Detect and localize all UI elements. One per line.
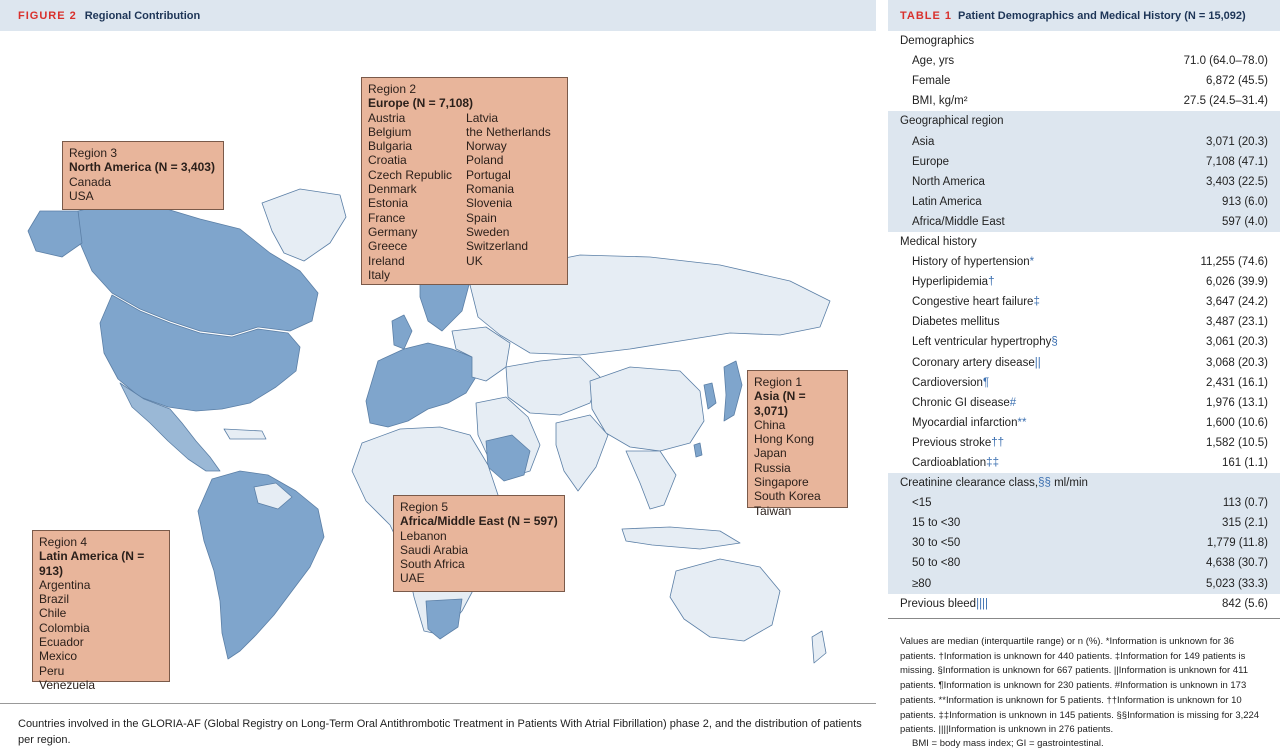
footnote-marker: ||	[1034, 356, 1041, 369]
row-value: 2,431 (16.1)	[1205, 376, 1268, 389]
row-label	[912, 517, 1160, 529]
caribbean-shape	[224, 429, 266, 439]
row-value: 597 (4.0)	[1221, 215, 1268, 228]
row-value: 3,071 (20.3)	[1205, 135, 1268, 148]
row-label	[912, 537, 1160, 549]
row-value: 5,023 (33.3)	[1205, 577, 1268, 590]
southeast-asia-shape	[626, 451, 676, 509]
country-item: Russia	[754, 460, 791, 475]
row-value: 1,976 (13.1)	[1205, 396, 1268, 409]
row-label-text: Female	[912, 75, 951, 88]
row-label	[912, 176, 1160, 188]
table-row	[888, 131, 1280, 151]
row-value: 842 (5.6)	[1221, 597, 1268, 610]
section-heading-suffix: ml/min	[1050, 477, 1088, 490]
table-footnotes: Values are median (interquartile range) or n (%). *Information is unknown for 36 patients. †Information is unknown for 440 patients. ‡Information for 149 patients is missing. §Information is unknown for 667 patients. ||Information is unknown for 411 patients. ¶Information is unknown for 230 patients. #Information is unknown in 173 patients. **Information is unknown for 5 patients. ††Information is unknown for 10 patients. ‡‡Information is unknown in 145 patients. §§Information is missing for 3,224 patients. ||||Information is unknown in 276 patients.	[900, 636, 1260, 736]
row-label-text: Cardioversion	[912, 376, 983, 389]
row-value: 7,108 (47.1)	[1205, 155, 1268, 168]
india-shape	[556, 415, 608, 491]
row-value: 6,872 (45.5)	[1205, 75, 1268, 88]
row-label-text: Diabetes mellitus	[912, 316, 1000, 329]
country-item: Saudi Arabia	[400, 542, 469, 557]
region-1-summary: Asia (N = 3,071)	[754, 389, 806, 418]
uk-ireland-shape	[392, 315, 412, 349]
country-item: Peru	[39, 663, 65, 678]
country-item: Latvia	[466, 110, 499, 125]
table-header	[888, 0, 1280, 31]
alaska-shape	[28, 211, 82, 257]
korea-shape	[704, 383, 716, 409]
country-item: Singapore	[754, 475, 809, 490]
country-item: UK	[466, 253, 483, 268]
country-item: Sweden	[466, 224, 510, 239]
table-row	[888, 493, 1280, 513]
region-4-name: Region 4	[39, 535, 88, 549]
table-row	[888, 553, 1280, 573]
country-item: Chile	[39, 606, 67, 621]
row-label	[912, 357, 1160, 369]
section-heading-label	[900, 236, 1280, 248]
country-item: South Korea	[754, 489, 821, 504]
figure-header	[0, 0, 876, 31]
table-row	[888, 413, 1280, 433]
table-body	[888, 31, 1280, 614]
footnote-marker: ††	[991, 436, 1005, 449]
table-row	[888, 594, 1280, 614]
section-heading-label	[900, 115, 1280, 127]
country-item: Lebanon	[400, 528, 447, 543]
row-label-text: Myocardial infarction	[912, 416, 1018, 429]
row-value: 913 (6.0)	[1221, 195, 1268, 208]
country-item: Portugal	[466, 167, 511, 182]
row-label	[912, 557, 1160, 569]
table-row	[888, 453, 1280, 473]
region-2-summary: Europe (N = 7,108)	[368, 96, 474, 111]
row-label	[912, 497, 1160, 509]
row-value: 161 (1.1)	[1221, 457, 1268, 470]
row-label-text: Previous stroke	[912, 436, 992, 449]
region-3-countries	[69, 175, 217, 204]
region-1-name: Region 1	[754, 375, 803, 389]
row-value: 1,779 (11.8)	[1206, 537, 1268, 550]
row-label	[912, 578, 1160, 590]
table-row	[888, 91, 1280, 111]
row-label-text: 30 to <50	[912, 537, 961, 550]
row-label-text: North America	[912, 175, 985, 188]
row-label	[912, 336, 1160, 348]
region-3-callout	[62, 141, 224, 210]
section-heading-text: Demographics	[900, 35, 975, 48]
japan-shape	[724, 361, 742, 421]
australia-shape	[670, 559, 780, 641]
table-row	[888, 332, 1280, 352]
row-label	[912, 196, 1160, 208]
country-item: UAE	[400, 571, 425, 586]
row-label	[912, 75, 1160, 87]
region-5-countries	[400, 529, 558, 586]
row-label-text: Asia	[912, 135, 935, 148]
row-value: 3,061 (20.3)	[1205, 336, 1268, 349]
region-4-summary: Latin America (N = 913)	[39, 549, 145, 578]
table-label: TABLE 1	[900, 9, 953, 22]
table-section-heading	[888, 31, 1280, 51]
greenland-shape	[262, 189, 346, 261]
country-item: Poland	[466, 153, 504, 168]
section-heading-label	[900, 35, 1280, 47]
table-row	[888, 312, 1280, 332]
figure-divider	[0, 703, 876, 704]
country-item: Colombia	[39, 620, 90, 635]
country-item: Greece	[368, 239, 408, 254]
footnote-marker: §	[1051, 336, 1058, 349]
row-label	[912, 457, 1160, 469]
table-section-heading	[888, 232, 1280, 252]
row-label	[912, 417, 1160, 429]
country-item: Estonia	[368, 196, 409, 211]
country-item: Switzerland	[466, 239, 529, 254]
table-row	[888, 172, 1280, 192]
row-label-text: Left ventricular hypertrophy	[912, 336, 1052, 349]
region-2-countries-col1	[368, 111, 452, 283]
region-5-callout	[393, 495, 565, 592]
row-label-text: Africa/Middle East	[912, 215, 1005, 228]
table-row	[888, 533, 1280, 553]
row-label-text: Latin America	[912, 195, 982, 208]
row-value: 1,600 (10.6)	[1205, 416, 1268, 429]
footnote-marker: ‡‡	[986, 457, 999, 470]
table-row	[888, 353, 1280, 373]
region-1-callout	[747, 370, 848, 518]
row-label-text: Age, yrs	[912, 55, 955, 68]
new-zealand-shape	[812, 631, 826, 663]
country-item: Argentina	[39, 577, 91, 592]
row-label-text: Chronic GI disease	[912, 396, 1010, 409]
country-item: Mexico	[39, 649, 78, 664]
section-heading-label	[900, 477, 1280, 489]
region-2-callout	[361, 77, 568, 285]
table-row	[888, 51, 1280, 71]
table-row	[888, 212, 1280, 232]
footnote-marker: **	[1017, 416, 1027, 429]
country-item: Brazil	[39, 592, 70, 607]
taiwan-hongkong-shape	[694, 443, 702, 457]
row-label-text: Europe	[912, 155, 950, 168]
region-5-name: Region 5	[400, 500, 449, 514]
region-4-countries	[39, 578, 163, 692]
table-row	[888, 292, 1280, 312]
row-label-text: <15	[912, 497, 932, 510]
row-label-text: 50 to <80	[912, 557, 961, 570]
region-4-callout	[32, 530, 170, 692]
table-row	[888, 152, 1280, 172]
figure-title: Regional Contribution	[84, 9, 201, 22]
central-asia-shape	[506, 357, 600, 415]
row-value: 1,582 (10.5)	[1205, 436, 1268, 449]
country-item: South Africa	[400, 557, 465, 572]
country-item: Slovenia	[466, 196, 513, 211]
footnote-marker: #	[1009, 396, 1017, 409]
row-label	[912, 397, 1160, 409]
country-item: Denmark	[368, 182, 417, 197]
region-2-countries-col2	[466, 111, 551, 283]
row-value: 27.5 (24.5–31.4)	[1183, 95, 1268, 108]
row-label-text: Cardioablation	[912, 457, 987, 470]
row-label	[912, 95, 1160, 107]
table-section-heading	[888, 111, 1280, 131]
country-item: Belgium	[368, 124, 412, 139]
table-row	[888, 433, 1280, 453]
country-item: Czech Republic	[368, 167, 453, 182]
country-item: Japan	[754, 446, 787, 461]
country-item: China	[754, 417, 786, 432]
row-value: 3,403 (22.5)	[1205, 175, 1268, 188]
table-section-heading	[888, 473, 1280, 493]
row-value: 4,638 (30.7)	[1205, 557, 1268, 570]
row-label	[912, 377, 1160, 389]
footnote-marker: §§	[1038, 477, 1051, 490]
row-label	[912, 136, 1160, 148]
country-item: Romania	[466, 182, 515, 197]
region-3-name: Region 3	[69, 146, 118, 160]
row-value: 11,255 (74.6)	[1200, 256, 1268, 269]
country-item: Croatia	[368, 153, 407, 168]
table-title: Patient Demographics and Medical History (N = 15,092)	[958, 9, 1246, 22]
country-item: the Netherlands	[466, 124, 551, 139]
country-item: Italy	[368, 267, 391, 282]
footnote-marker: ‡	[1033, 296, 1040, 309]
row-value: 3,068 (20.3)	[1205, 356, 1268, 369]
country-item: Norway	[466, 139, 507, 154]
section-heading-text: Geographical region	[900, 115, 1004, 128]
country-item: Venezuela	[39, 677, 96, 692]
table-abbreviations: BMI = body mass index; GI = gastrointestinal.	[912, 738, 1104, 749]
row-value: 71.0 (64.0–78.0)	[1183, 55, 1268, 68]
table-row	[888, 393, 1280, 413]
row-label	[912, 296, 1160, 308]
section-heading-text: Medical history	[900, 235, 977, 248]
country-item: Germany	[368, 224, 418, 239]
table-panel	[888, 0, 1280, 752]
row-label-text: 15 to <30	[912, 517, 961, 530]
table-row	[888, 272, 1280, 292]
indonesia-shape	[622, 527, 740, 549]
footnote-marker: ¶	[982, 376, 990, 389]
country-item: Bulgaria	[368, 139, 413, 154]
footnote-marker: †	[988, 276, 995, 289]
world-map	[0, 31, 876, 703]
country-item: Spain	[466, 210, 497, 225]
row-label	[912, 316, 1160, 328]
row-label	[912, 437, 1160, 449]
country-item: Ecuador	[39, 635, 84, 650]
row-label	[912, 216, 1160, 228]
country-item: Austria	[368, 110, 406, 125]
region-2-name: Region 2	[368, 82, 417, 96]
table-row	[888, 192, 1280, 212]
row-label-text: Previous bleed	[900, 597, 977, 610]
table-row	[888, 252, 1280, 272]
row-label	[912, 256, 1160, 268]
region-5-summary: Africa/Middle East (N = 597)	[400, 514, 558, 529]
country-item: Canada	[69, 174, 112, 189]
row-label-text: ≥80	[912, 577, 932, 590]
figure-label: FIGURE 2	[18, 9, 77, 22]
row-value: 3,647 (24.2)	[1205, 296, 1268, 309]
table-row	[888, 373, 1280, 393]
row-value: 6,026 (39.9)	[1205, 276, 1268, 289]
country-item: France	[368, 210, 406, 225]
table-row	[888, 574, 1280, 594]
country-item: Ireland	[368, 253, 405, 268]
row-label-text: Coronary artery disease	[912, 356, 1035, 369]
footnote-marker: ||||	[976, 597, 989, 610]
table-row	[888, 71, 1280, 91]
row-label	[900, 598, 1160, 610]
section-heading-text: Creatinine clearance class,	[900, 477, 1039, 490]
row-label	[912, 276, 1160, 288]
footnote-marker: *	[1029, 256, 1035, 269]
row-value: 3,487 (23.1)	[1205, 316, 1268, 329]
row-label-text: BMI, kg/m²	[912, 95, 968, 108]
table-row	[888, 513, 1280, 533]
row-value: 315 (2.1)	[1221, 517, 1268, 530]
country-item: Hong Kong	[754, 432, 815, 447]
row-value: 113 (0.7)	[1222, 497, 1268, 510]
row-label-text: Congestive heart failure	[912, 296, 1034, 309]
row-label-text: History of hypertension	[912, 256, 1030, 269]
table-bottom-rule	[888, 618, 1280, 619]
region-1-countries	[754, 418, 841, 518]
row-label	[912, 156, 1160, 168]
country-item: Taiwan	[754, 503, 792, 518]
western-europe-shape	[366, 343, 476, 427]
region-3-summary: North America (N = 3,403)	[69, 160, 215, 175]
country-item: USA	[69, 188, 94, 203]
row-label	[912, 55, 1160, 67]
row-label-text: Hyperlipidemia	[912, 276, 989, 289]
figure-caption: Countries involved in the GLORIA-AF (Global Registry on Long-Term Oral Antithrombotic Treatment in Patients With Atrial Fibrillation) phase 2, and the distribution of patients per region.	[18, 718, 862, 746]
